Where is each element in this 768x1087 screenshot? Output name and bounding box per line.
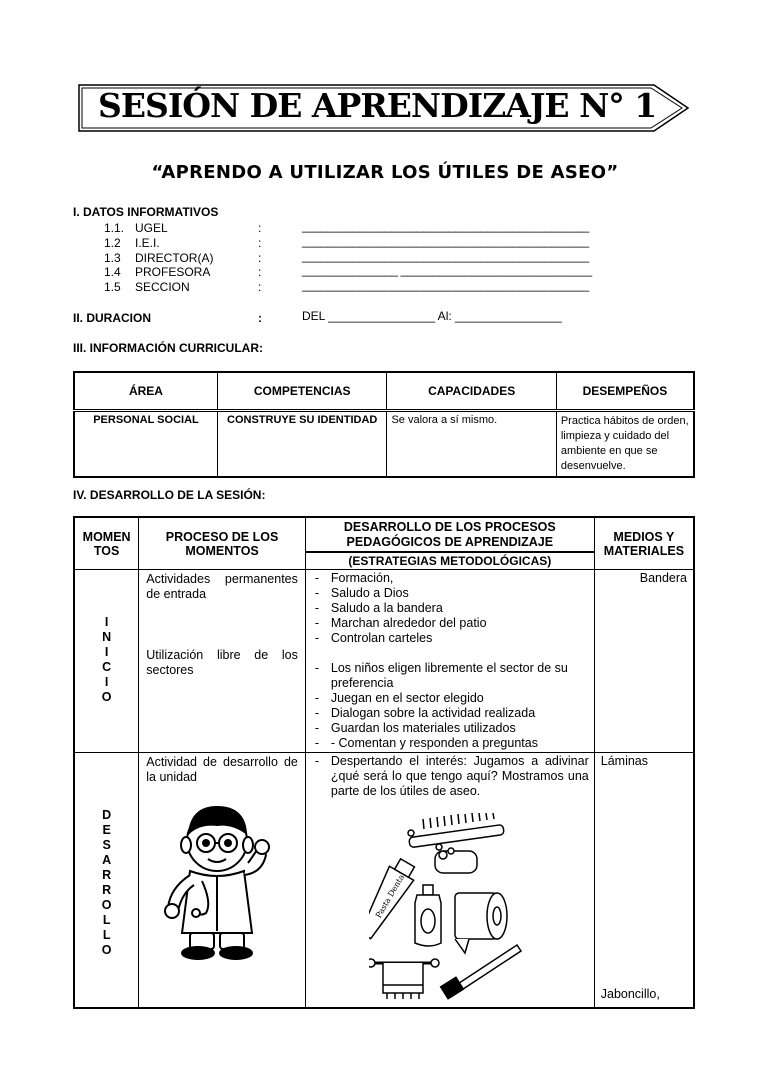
medio-bandera: Bandera [594,570,694,753]
col-desarrollo: DESARROLLO DE LOS PROCESOS PEDAGÓGICOS DE APRENDIZAJE [305,517,594,552]
medio-jaboncillo: Jaboncillo, [600,987,660,1001]
hygiene-items-illustration [369,813,529,1001]
bottle-icon [415,885,441,946]
desarrollo-table [73,516,695,1009]
proceso-actividad-desarrollo: Actividad de desarrollo de la unidad [146,755,298,784]
list-item: - - Comentan y responden a preguntas [315,736,589,751]
title-banner [78,84,690,132]
list-items2 [307,661,593,751]
medio-laminas: Láminas [600,754,648,768]
list-item: - Guardan los materiales utilizados [315,721,589,736]
doctor-illustration [162,793,282,963]
datos-blank: _______________ ______________________________ [302,263,592,277]
datos-sep: : [258,265,262,279]
estrategias-desarrollo [305,753,594,1008]
list-item: - Formación, [315,571,589,586]
datos-label: I.E.I. [135,236,160,250]
datos-blank: _____________________________________________ [302,219,589,233]
datos-blank: _____________________________________________ [302,249,589,263]
list-items1 [307,571,593,646]
datos-num: 1.5 [104,280,121,294]
col-proceso: PROCESO DE LOS MOMENTOS [139,517,306,570]
datos-sep: : [258,251,262,265]
toothpaste-icon [369,856,420,943]
comb-icon [408,813,504,848]
datos-label: PROFESORA [135,265,211,279]
datos-sep: : [258,236,262,250]
duracion-text: DEL ________________ Al: ________________ [302,309,562,323]
list-item: - Dialogan sobre la actividad realizada [315,706,589,721]
datos-sep: : [258,280,262,294]
list-item: - Juegan en el sector elegido [315,691,589,706]
towel-icon [369,959,439,999]
col-estrategias: (ESTRATEGIAS METODOLÓGICAS) [305,552,594,570]
col-capacidades: CAPACIDADES [387,372,556,411]
soap-icon [435,844,477,873]
estrategias-inicio [305,570,594,753]
duracion-heading: II. DURACION [73,311,151,325]
table-row-desarrollo [74,753,694,1008]
datos-label: DIRECTOR(A) [135,251,214,265]
duracion-sep: : [258,311,262,325]
datos-num: 1.4 [104,265,121,279]
cell-area: PERSONAL SOCIAL [74,411,217,478]
datos-blank: _____________________________________________ [302,234,589,248]
list-item: - Marchan alrededor del patio [315,616,589,631]
moment-inicio: I N I C I O [74,570,139,753]
session-subtitle: “APRENDO A UTILIZAR LOS ÚTILES DE ASEO” [151,162,619,183]
cell-capacidad: Se valora a sí mismo. [387,411,556,478]
svg-text:Pasta Dental: Pasta Dental [373,870,408,920]
cell-competencia: CONSTRUYE SU IDENTIDAD [217,411,386,478]
curricular-header-row [74,372,694,411]
toilet-paper-icon [455,893,507,953]
desarrollo-heading: IV. DESARROLLO DE LA SESIÓN: [73,488,266,502]
datos-blank: _____________________________________________ [302,278,589,292]
table-row-inicio [74,570,694,753]
moment-desarrollo: D E S A R R O L L O [74,753,139,1008]
proceso-utilizacion-sectores: Utilización libre de los sectores [146,648,298,677]
datos-label: UGEL [135,221,168,235]
cell-desempeno: Practica hábitos de orden, limpieza y cuidado del ambiente en que se desenvuelve. [556,411,694,478]
col-medios: MEDIOS Y MATERIALES [594,517,694,570]
datos-label: SECCION [135,280,190,294]
curricular-heading: III. INFORMACIÓN CURRICULAR: [73,341,263,355]
datos-num: 1.2 [104,236,121,250]
datos-num: 1.3 [104,251,121,265]
list-item: - Saludo a Dios [315,586,589,601]
proceso-desarrollo [139,753,306,1008]
table-row [74,411,694,478]
toothbrush-icon [441,945,521,999]
col-desempenos: DESEMPEÑOS [556,372,694,411]
col-competencias: COMPETENCIAS [217,372,386,411]
list-item: - Controlan carteles [315,631,589,646]
list-item: - Saludo a la bandera [315,601,589,616]
list-items [307,754,593,799]
session-title: SESIÓN DE APRENDIZAJE N° 1 [98,86,657,125]
desarrollo-header-row [74,517,694,552]
list-item: - Los niños eligen libremente el sector de su preferencia [315,661,589,691]
medios-desarrollo [594,753,694,1008]
curricular-table [73,371,695,478]
proceso-actividades-permanentes: Actividades permanentes de entrada [146,572,298,601]
datos-sep: : [258,221,262,235]
proceso-inicio [139,570,306,753]
datos-num: 1.1. [104,221,125,235]
col-momentos: MOMEN TOS [74,517,139,570]
datos-heading: I. DATOS INFORMATIVOS [73,205,219,219]
list-item: - Despertando el interés: Jugamos a adivinar ¿qué será lo que tengo aquí? Mostramos una parte de los útiles de aseo. [315,754,589,799]
col-area: ÁREA [74,372,217,411]
